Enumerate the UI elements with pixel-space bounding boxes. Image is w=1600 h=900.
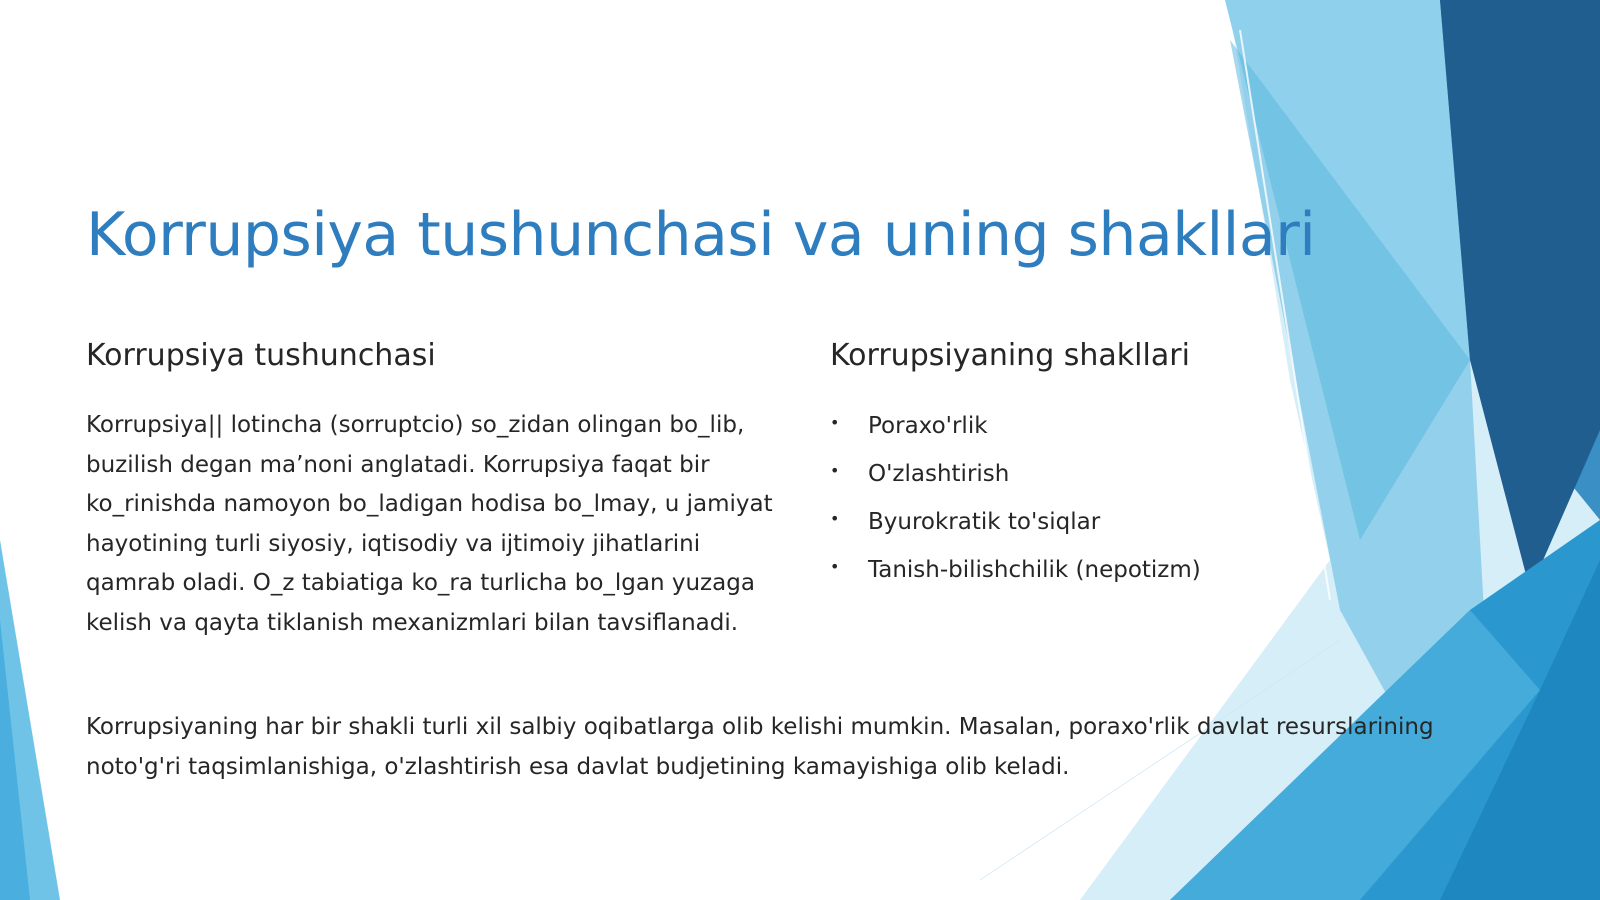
bullet-icon: • bbox=[830, 413, 840, 432]
bullet-icon: • bbox=[830, 461, 840, 480]
list-item bbox=[830, 406, 1201, 454]
left-column-heading: Korrupsiya tushunchasi bbox=[86, 338, 436, 373]
bullet-icon: • bbox=[830, 557, 840, 576]
bullet-icon: • bbox=[830, 509, 840, 528]
right-column-heading: Korrupsiyaning shakllari bbox=[830, 338, 1190, 373]
footer-paragraph: Korrupsiyaning har bir shakli turli xil salbiy oqibatlarga olib kelishi mumkin. Masalan, poraxo'rlik davlat resurslarining noto'g'ri taqsimlanishiga, o'zlashtirish esa davlat budjetining kamayishiga olib keladi. bbox=[86, 714, 1434, 780]
list-item-label: O'zlashtirish bbox=[868, 461, 1010, 487]
left-column-body: Korrupsiya|| lotincha (sorruptcio) so_zidan olingan bo_lib, buzilish degan ma’noni anglatadi. Korrupsiya faqat bir ko_rinishda namoyon bo_ladigan hodisa bo_lmay, u jamiyat hayotining turli siyosiy, iqtisodiy va ijtimoiy jihatlarini qamrab oladi. O_z tabiatiga ko_ra turlicha bo_lgan yuzaga kelish va qayta tiklanish mexanizmlari bilan tavsiflanadi. bbox=[86, 412, 773, 636]
list-item-label: Tanish-bilishchilik (nepotizm) bbox=[868, 557, 1201, 583]
list-item-label: Poraxo'rlik bbox=[868, 413, 988, 439]
list-item-label: Byurokratik to'siqlar bbox=[868, 509, 1101, 535]
list-item bbox=[830, 502, 1201, 550]
forms-list bbox=[830, 406, 1201, 598]
list-item bbox=[830, 454, 1201, 502]
list-item bbox=[830, 550, 1201, 598]
slide-title: Korrupsiya tushunchasi va uning shakllari bbox=[86, 200, 1316, 270]
